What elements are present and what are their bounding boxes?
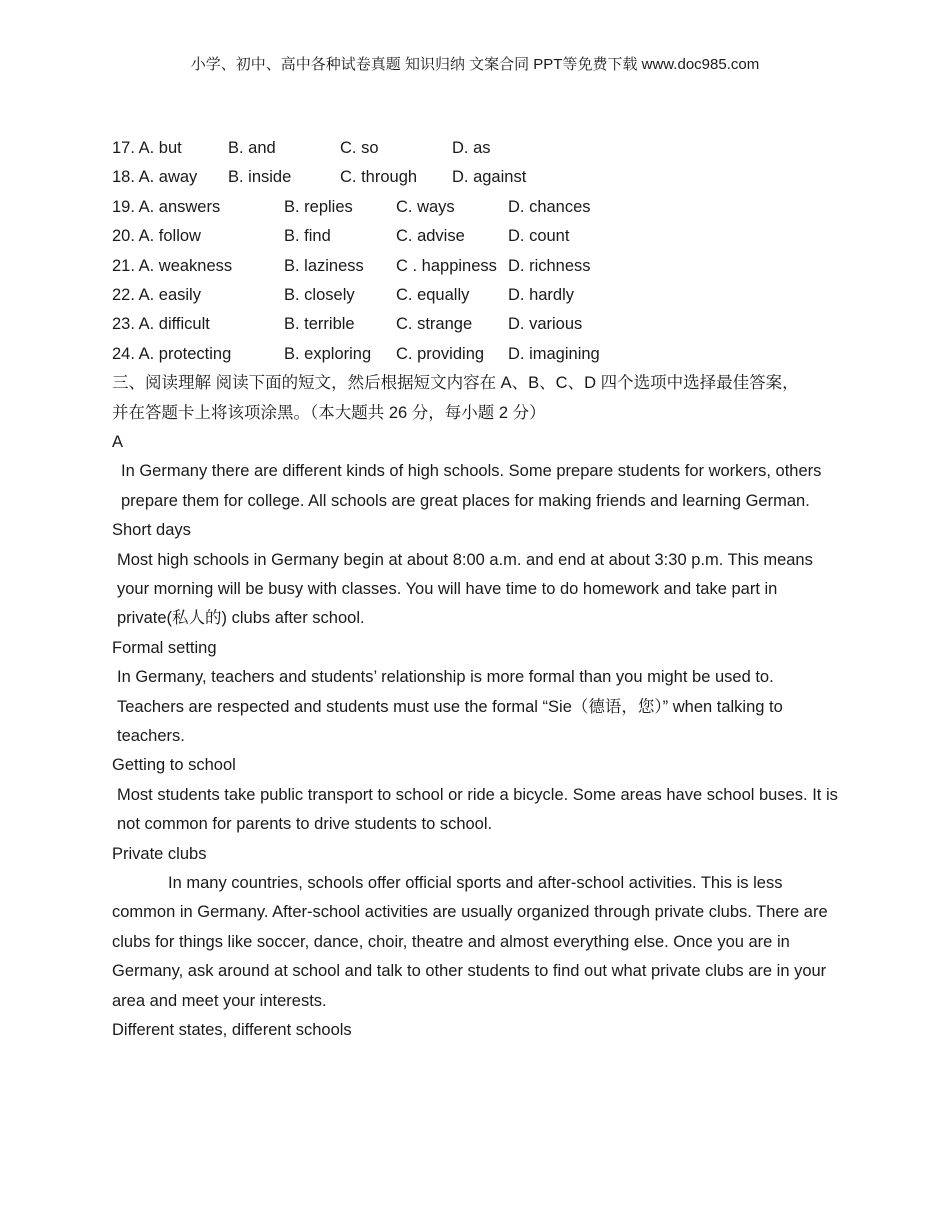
- paragraph-formal-setting: In Germany, teachers and students’ relationship is more formal than you might be used to. Teachers are respected and students must use the formal “Sie（德语，您）” when talking to teachers.: [117, 668, 783, 745]
- option-b: B. closely: [284, 285, 355, 304]
- question-22: [112, 281, 842, 310]
- question-19: [112, 193, 842, 222]
- option-a: 17. A. but: [112, 139, 182, 157]
- paragraph-getting-to-school: Most students take public transport to school or ride a bicycle. Some areas have school buses. It is not common for parents to drive students to school.: [117, 785, 838, 834]
- option-a: 20. A. follow: [112, 227, 201, 246]
- question-20: [112, 222, 842, 251]
- passage-label: A: [112, 432, 124, 451]
- passage-intro: In Germany there are different kinds of high schools. Some prepare students for workers, others prepare them for college. All schools are great places for making friends and learning German.: [121, 462, 822, 510]
- question-23: [112, 310, 842, 339]
- option-c: C. providing: [396, 344, 485, 363]
- option-c: C . happiness: [396, 256, 497, 275]
- heading-private-clubs: Private clubs: [112, 844, 207, 863]
- option-d: D. chances: [508, 197, 591, 216]
- question-21: [112, 252, 842, 281]
- question-24: [112, 340, 842, 369]
- paragraph-short-days: Most high schools in Germany begin at about 8:00 a.m. and end at about 3:30 p.m. This means your morning will be busy with classes. You will have time to do homework and take part in private(私人的) clubs after school.: [117, 550, 813, 628]
- option-c: C. through: [340, 168, 418, 187]
- option-a: 19. A. answers: [112, 197, 221, 216]
- option-d: D. imagining: [508, 344, 600, 363]
- section-instruction-line2: 并在答题卡上将该项涂黑。（本大题共 26 分，每小题 2 分）: [112, 403, 546, 422]
- option-c: C. advise: [396, 227, 465, 246]
- option-d: D. as: [452, 139, 491, 157]
- option-b: B. and: [228, 139, 276, 157]
- option-b: B. replies: [284, 197, 353, 216]
- option-a: 24. A. protecting: [112, 344, 232, 363]
- paragraph-private-clubs: In many countries, schools offer official sports and after-school activities. This is less common in Germany. After-school activities are usually organized through private clubs. There are clubs for things like soccer, dance, choir, theatre and almost everything else. Once you are in Germany, ask around at school and talk to other students to find out what private clubs are in your area and meet your interests.: [112, 873, 828, 1010]
- heading-formal-setting: Formal setting: [112, 638, 217, 657]
- option-c: C. equally: [396, 285, 470, 304]
- document-body: [112, 134, 842, 1045]
- option-a: 21. A. weakness: [112, 256, 233, 275]
- option-b: B. inside: [228, 168, 292, 187]
- option-c: C. strange: [396, 315, 473, 334]
- option-d: D. against: [452, 168, 527, 187]
- option-a: 18. A. away: [112, 168, 198, 187]
- option-a: 22. A. easily: [112, 285, 201, 304]
- option-b: B. find: [284, 227, 331, 246]
- option-b: B. terrible: [284, 315, 355, 334]
- option-d: D. richness: [508, 256, 591, 275]
- question-17: [112, 134, 842, 163]
- option-a: 23. A. difficult: [112, 315, 210, 334]
- option-d: D. count: [508, 227, 570, 246]
- option-b: B. laziness: [284, 256, 364, 275]
- section-instruction-line1: 三、阅读理解 阅读下面的短文，然后根据短文内容在 A、B、C、D 四个选项中选择最佳答案，: [112, 374, 799, 393]
- option-c: C. ways: [396, 197, 455, 216]
- heading-short-days: Short days: [112, 521, 191, 540]
- option-d: D. hardly: [508, 285, 575, 304]
- heading-getting-to-school: Getting to school: [112, 756, 236, 775]
- question-18: [112, 163, 842, 192]
- heading-different-states: Different states, different schools: [112, 1020, 352, 1039]
- page-header: 小学、初中、高中各种试卷真题 知识归纳 文案合同 PPT等免费下载 www.doc985.com: [190, 56, 760, 73]
- option-c: C. so: [340, 139, 379, 157]
- option-b: B. exploring: [284, 344, 372, 363]
- option-d: D. various: [508, 315, 583, 334]
